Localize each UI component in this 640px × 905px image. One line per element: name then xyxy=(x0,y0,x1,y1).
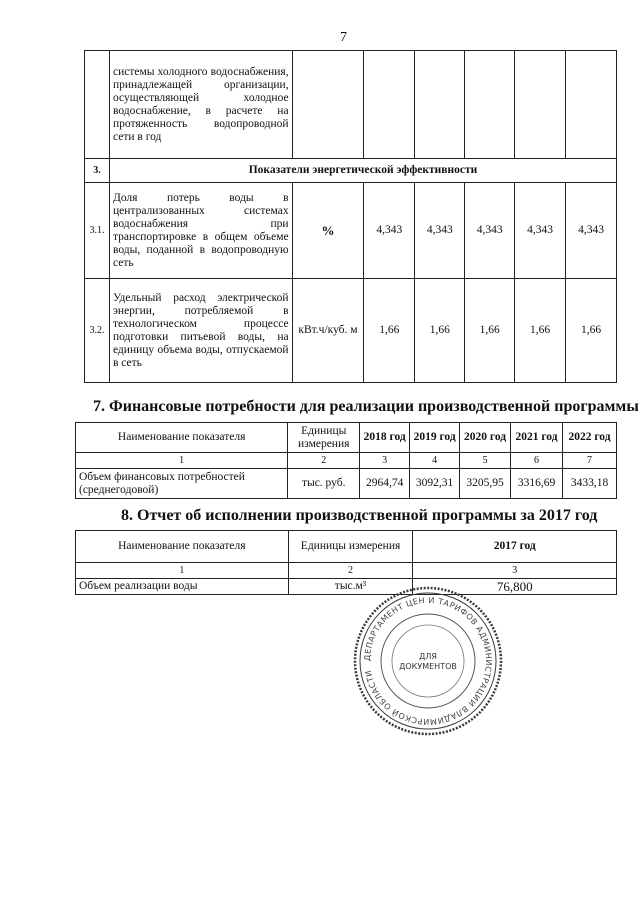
header-row xyxy=(76,423,617,453)
value-cell: 1,66 xyxy=(364,279,415,383)
indicator-name: Объем реализации воды xyxy=(76,579,289,595)
value-cell: 4,343 xyxy=(465,183,515,279)
table-row xyxy=(76,579,617,595)
header-year: 2018 год xyxy=(360,423,410,453)
index-cell: 5 xyxy=(460,453,511,469)
header-year: 2022 год xyxy=(563,423,617,453)
header-year: 2021 год xyxy=(511,423,563,453)
value-cell: 3316,69 xyxy=(511,469,563,499)
index-cell: 7 xyxy=(563,453,617,469)
value-cell: 1,66 xyxy=(515,279,566,383)
stamp-ring-text: ДЕПАРТАМЕНТ ЦЕН И ТАРИФОВ АДМИНИСТРАЦИИ ВЛАДИМИРСКОЙ ОБЛАСТИ xyxy=(362,595,494,727)
header-name: Наименование показателя xyxy=(76,531,289,563)
execution-report-table xyxy=(75,530,617,595)
table-row xyxy=(76,469,617,499)
section-title: Показатели энергетической эффективности xyxy=(109,159,616,183)
value-cell: 2964,74 xyxy=(360,469,410,499)
table-row xyxy=(85,183,617,279)
indicator-name: Объем финансовых потребностей (среднегодовой) xyxy=(76,469,288,499)
header-name: Наименование показателя xyxy=(76,423,288,453)
row-number: 3.2. xyxy=(85,279,110,383)
header-unit: Единицы измерения xyxy=(288,423,360,453)
row-number: 3. xyxy=(85,159,110,183)
value-cell: 3433,18 xyxy=(563,469,617,499)
value-cell: 4,343 xyxy=(415,183,465,279)
section-7-heading: 7. Финансовые потребности для реализации производственной программы xyxy=(93,398,639,415)
section-row xyxy=(85,159,617,183)
svg-text:ДЛЯ: ДЛЯ xyxy=(419,652,437,661)
value-cell: 1,66 xyxy=(566,279,617,383)
value-cell: 3205,95 xyxy=(460,469,511,499)
unit-cell: кВт.ч/куб. м xyxy=(292,279,364,383)
value-cell: 76,800 xyxy=(413,579,617,595)
table-row xyxy=(85,279,617,383)
index-cell: 3 xyxy=(360,453,410,469)
header-row xyxy=(76,531,617,563)
value-cell: 4,343 xyxy=(364,183,415,279)
row-number xyxy=(85,51,110,159)
value-cell: 4,343 xyxy=(515,183,566,279)
indicators-table xyxy=(84,50,617,383)
page-number: 7 xyxy=(340,30,347,45)
value-cell: 1,66 xyxy=(415,279,465,383)
header-year: 2019 год xyxy=(410,423,460,453)
value-cell: 1,66 xyxy=(465,279,515,383)
unit-cell: тыс.м³ xyxy=(288,579,413,595)
unit-cell: % xyxy=(292,183,364,279)
index-cell: 1 xyxy=(76,453,288,469)
unit-cell: тыс. руб. xyxy=(288,469,360,499)
header-year: 2020 год xyxy=(460,423,511,453)
index-cell: 1 xyxy=(76,563,289,579)
index-cell: 2 xyxy=(288,563,413,579)
financial-needs-table xyxy=(75,422,617,499)
header-year: 2017 год xyxy=(413,531,617,563)
index-row xyxy=(76,563,617,579)
indicator-name: системы холодного водоснабжения, принадлежащей организации, осуществляющей холодное водоснабжение, в расчете на протяженность водопроводной сети в год xyxy=(109,51,292,159)
value-cell: 4,343 xyxy=(566,183,617,279)
index-cell: 3 xyxy=(413,563,617,579)
value-cell: 3092,31 xyxy=(410,469,460,499)
indicator-name: Удельный расход электрической энергии, потребляемой в технологическом процессе подготовки питьевой воды, на единицу объема воды, отпускаемой в сеть xyxy=(109,279,292,383)
official-stamp xyxy=(352,585,504,737)
row-number: 3.1. xyxy=(85,183,110,279)
header-unit: Единицы измерения xyxy=(288,531,413,563)
section-8-heading: 8. Отчет об исполнении производственной программы за 2017 год xyxy=(121,507,598,524)
index-row xyxy=(76,453,617,469)
index-cell: 4 xyxy=(410,453,460,469)
index-cell: 6 xyxy=(511,453,563,469)
svg-text:ДОКУМЕНТОВ: ДОКУМЕНТОВ xyxy=(399,662,457,671)
table-row xyxy=(85,51,617,159)
indicator-name: Доля потерь воды в централизованных системах водоснабжения при транспортировке в общем объеме воды, поданной в водопроводную сеть xyxy=(109,183,292,279)
index-cell: 2 xyxy=(288,453,360,469)
